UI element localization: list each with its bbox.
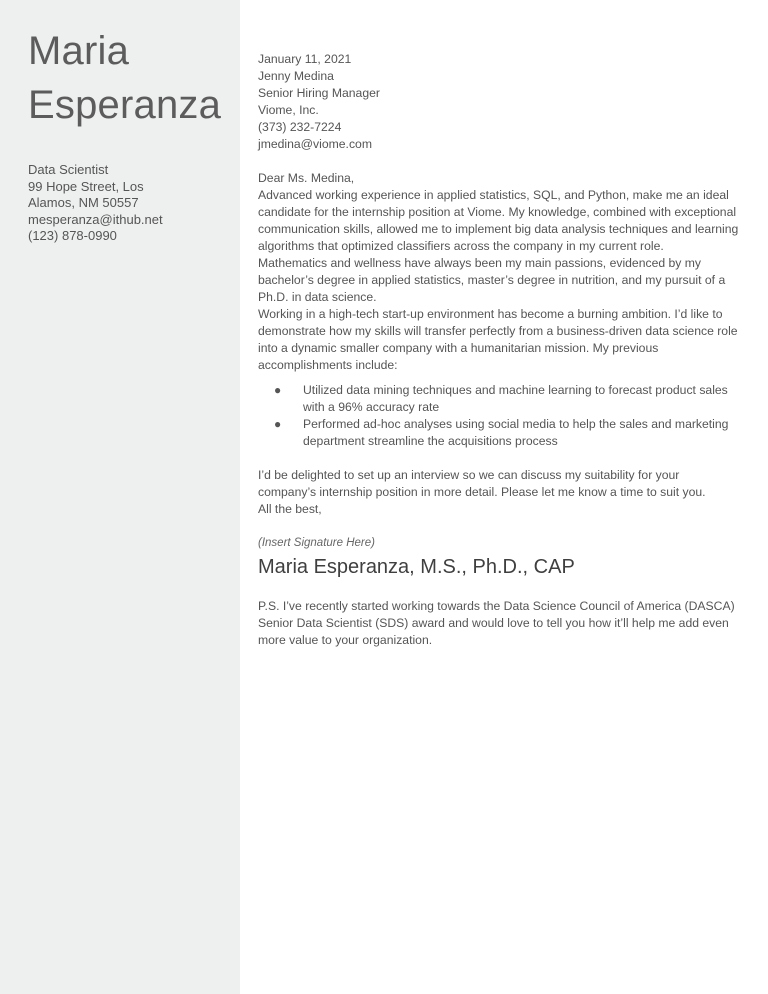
letter-body xyxy=(258,51,740,649)
closing-block xyxy=(258,467,740,518)
address-line-2: Alamos, NM 50557 xyxy=(28,195,139,210)
bullet-icon: ● xyxy=(274,417,282,431)
accomplishments-list xyxy=(258,382,740,450)
sign-off: All the best, xyxy=(258,502,322,516)
recipient-email[interactable]: jmedina@viome.com xyxy=(258,137,372,151)
sidebar xyxy=(0,0,240,994)
job-title: Data Scientist xyxy=(28,162,109,177)
paragraph-closing: I’d be delighted to set up an interview so we can discuss my suitability for your company’s internship position in more detail. Please let me know a time to suit you. xyxy=(258,468,706,499)
recipient-phone: (373) 232-7224 xyxy=(258,120,342,134)
paragraph-ambition: Working in a high-tech start-up environment has become a burning ambition. I’d like to demonstrate how my skills will transfer perfectly from a business-driven data science role into a dynamic smaller company with a humanitarian mission. My previous accomplishments include: xyxy=(258,307,738,372)
recipient-title: Senior Hiring Manager xyxy=(258,86,380,100)
list-item xyxy=(258,382,740,416)
postscript: P.S. I’ve recently started working towards the Data Science Council of America (DASCA) Senior Data Scientist (SDS) award and would love to tell you how it’ll help me add even more value to your organization. xyxy=(258,599,735,647)
list-item xyxy=(258,416,740,450)
applicant-last-name: Esperanza xyxy=(28,83,222,127)
address-line-1: 99 Hope Street, Los xyxy=(28,178,144,194)
recipient-name: Jenny Medina xyxy=(258,69,334,83)
applicant-first-name: Maria xyxy=(28,29,130,73)
signature-name: Maria Esperanza, M.S., Ph.D., CAP xyxy=(258,556,575,578)
bullet-icon: ● xyxy=(274,383,282,397)
signature-placeholder: (Insert Signature Here) xyxy=(258,537,375,549)
contact-block xyxy=(28,162,240,245)
email-link[interactable]: mesperanza@ithub.net xyxy=(28,211,163,227)
accomplishment-text: Utilized data mining techniques and machine learning to forecast product sales with a 96% accuracy rate xyxy=(303,383,728,414)
paragraph-passions: Mathematics and wellness have always been my main passions, evidenced by my bachelor’s degree in applied statistics, master’s degree in nutrition, and my pursuit of a Ph.D. in data science. xyxy=(258,256,726,304)
recipient-company: Viome, Inc. xyxy=(258,103,319,117)
accomplishment-text: Performed ad-hoc analyses using social media to help the sales and marketing department streamline the acquisitions process xyxy=(303,417,729,448)
phone-number: (123) 878-0990 xyxy=(28,228,117,243)
letter-date: January 11, 2021 xyxy=(258,52,352,66)
recipient-block xyxy=(258,68,740,153)
paragraph-intro: Advanced working experience in applied statistics, SQL, and Python, make me an ideal candidate for the internship position at Viome. My knowledge, combined with exceptional communication skills, allowed me to implement big data analysis techniques and learning algorithms that optimized classifiers across the company in my current role. xyxy=(258,188,739,253)
salutation: Dear Ms. Medina, xyxy=(258,171,355,185)
